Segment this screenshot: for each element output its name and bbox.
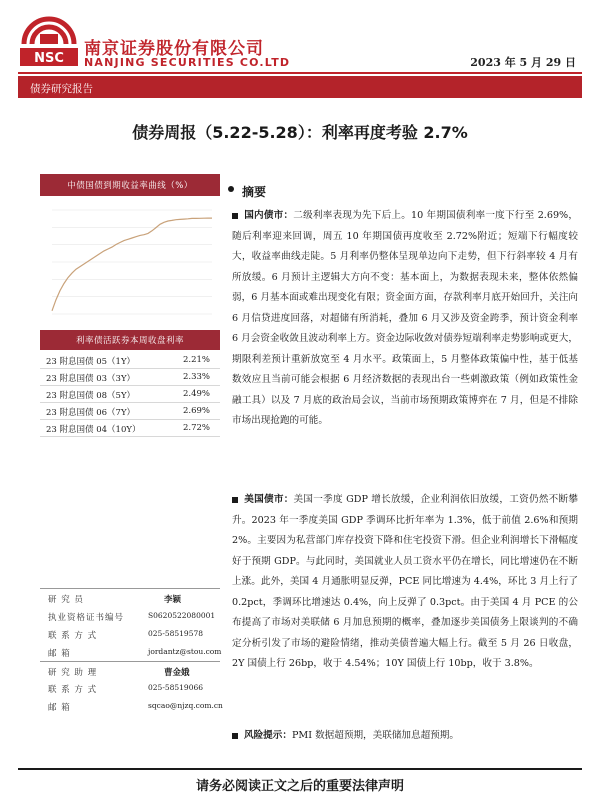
analyst-row bbox=[40, 697, 223, 715]
email-address[interactable]: sqcao@njzq.com.cn bbox=[148, 701, 223, 710]
table-row bbox=[40, 403, 220, 420]
analyst-row bbox=[40, 589, 220, 607]
yield-table bbox=[40, 352, 220, 437]
bond-name: 23 附息国债 03（3Y） bbox=[46, 374, 136, 384]
square-bullet-icon bbox=[232, 733, 238, 739]
bond-yield: 2.69% bbox=[182, 406, 210, 416]
square-bullet-icon bbox=[232, 497, 238, 503]
company-name-cn: 南京证券股份有限公司 bbox=[84, 39, 264, 59]
bond-name: 23 附息国债 08（5Y） bbox=[46, 391, 136, 401]
bond-name: 23 附息国债 05（1Y） bbox=[46, 357, 136, 367]
chart-title: 中债国债到期收益率曲线（%） bbox=[67, 181, 193, 191]
analyst-row bbox=[40, 643, 220, 661]
abstract-bullet-icon bbox=[228, 186, 234, 192]
phone-number: 025-58519066 bbox=[148, 683, 204, 692]
bond-name: 23 附息国债 04（10Y） bbox=[46, 425, 141, 435]
header-divider bbox=[18, 72, 582, 74]
bond-name: 23 附息国债 06（7Y） bbox=[46, 408, 136, 418]
analyst-name: 李颖 bbox=[164, 595, 182, 605]
risk-text: PMI 数据超预期，美联储加息超预期。 bbox=[291, 730, 459, 741]
table-row bbox=[40, 420, 220, 437]
report-date: 2023 年 5 月 29 日 bbox=[470, 56, 576, 69]
analyst-row bbox=[40, 607, 220, 625]
domestic-text: 二级利率表现为先下后上。10 年期国债利率一度下行至 2.69%，随后利率迎来回调，周五 10 年期国债再度收至 2.72%附近；短端下行幅度较大，收益率曲线走陡。5 月利率仍整体呈现单边向下走势，但下行斜率较 4 月有所放缓。6 月预计主逻辑大方向不变：基本面上，为数据表现未来，整体依然偏弱，6 月基本面或难出现变化有限；资金面方面，存款利率月底开始回升，关注向 6 月信贷进度回落，对超储有所消耗，叠加 6 月又涉及资金跨季，预计资金利率 6 月会资金收敛且波动利率上方。资金边际收敛对债券短端利率走势影响或更大，期限利差预计重新放宽至 4 月水平。政策面上，5 月整体政策偏中性，基于低基数效应且当前可能会根据 6 月经济数据的表现出台一些刺激政策（例如政策性金融工具）以及 7 月底的政治局会议，当前市场预期政策博弈在 7 月，但是不排除市场出现抢跑的可能。 bbox=[232, 210, 578, 426]
analyst-row bbox=[40, 625, 220, 643]
legal-notice: 请务必阅读正文之后的重要法律声明 bbox=[195, 779, 404, 794]
analyst-row bbox=[40, 679, 220, 697]
us-text: 美国一季度 GDP 增长放缓，企业利润依旧放缓，工资仍然不断攀升。2023 年一季度美国 GDP 季调环比折年率为 1.3%，低于前值 2.6%和预期 2%。主要因为私营部门库存投资下降和住宅投资下滑。但企业利润增长下滑幅度好于预期 GDP。与此同时，美国就业人员工资水平仍在增长，同比增速仍在不断上涨。此外，美国 4 月通胀明显反弹，PCE 同比增速为 4.4%，环比 3 月上行了 0.2pct，季调环比增速达 0.4%，向上反弹了 0.3pct。由于美国 4 月 PCE 的公布提高了市场对美联储 6 月加息预期的概率，叠加逐步美国债务上限谈判的不确定分析引发了市场的避险情绪，推动美债普遍大幅上行。截至 5 月 26 日收盘，2Y 国债上行 26bp，收于 4.54%；10Y 国债上行 10bp，收于 3.8%。 bbox=[232, 494, 578, 669]
domestic-lead: 国内债市： bbox=[244, 210, 294, 221]
risk-lead: 风险提示： bbox=[244, 730, 292, 741]
license-label: 执业资格证书编号 bbox=[48, 613, 125, 623]
abstract-heading: 摘要 bbox=[242, 185, 267, 199]
email-label: 邮 箱 bbox=[48, 703, 71, 713]
email-address[interactable]: jordantz@stou.com bbox=[148, 647, 222, 656]
table-row bbox=[40, 386, 220, 403]
risk-paragraph bbox=[232, 726, 578, 747]
report-title: 债券周报（5.22-5.28）：利率再度考验 2.7% bbox=[132, 123, 468, 142]
yield-curve-chart bbox=[40, 200, 220, 328]
bond-yield: 2.49% bbox=[182, 389, 210, 399]
report-type-band bbox=[18, 76, 582, 98]
analyst-role-label: 研 究 员 bbox=[48, 595, 84, 605]
table-title: 利率债活跃券本周收盘利率 bbox=[75, 336, 184, 346]
bond-yield: 2.33% bbox=[182, 372, 210, 382]
domestic-paragraph bbox=[232, 206, 578, 432]
phone-label: 联 系 方 式 bbox=[48, 685, 98, 695]
table-row bbox=[40, 369, 220, 386]
analyst-row bbox=[40, 661, 220, 679]
us-lead: 美国债市： bbox=[244, 494, 294, 505]
footer-divider bbox=[18, 768, 582, 770]
table-row bbox=[40, 352, 220, 369]
us-paragraph bbox=[232, 490, 578, 675]
company-name-en: NANJING SECURITIES CO.LTD bbox=[84, 56, 291, 69]
company-logo bbox=[20, 14, 78, 66]
email-label: 邮 箱 bbox=[48, 649, 71, 659]
bond-yield: 2.72% bbox=[182, 423, 210, 433]
square-bullet-icon bbox=[232, 213, 238, 219]
report-type: 债券研究报告 bbox=[30, 83, 93, 95]
phone-label: 联 系 方 式 bbox=[48, 631, 98, 641]
bond-yield: 2.21% bbox=[182, 355, 210, 365]
analyst-info bbox=[40, 588, 223, 715]
analyst-role-label: 研 究 助 理 bbox=[48, 668, 98, 678]
logo-abbr: NSC bbox=[34, 51, 64, 66]
license-number: S0620522080001 bbox=[148, 611, 216, 620]
analyst-name: 曹金娥 bbox=[164, 668, 190, 678]
phone-number: 025-58519578 bbox=[148, 629, 204, 638]
